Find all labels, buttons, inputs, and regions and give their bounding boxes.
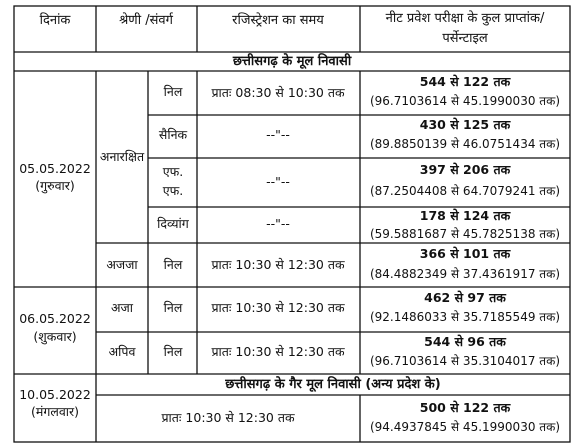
row5-percentile: (84.4882349 से 37.4361917 तक) [369, 267, 561, 281]
row6-time: प्रातः 10:30 से 12:30 तक [211, 300, 345, 315]
row2-time: --"-- [266, 127, 290, 142]
row4-time: --"-- [266, 216, 290, 231]
day3-date: 10.05.2022 [19, 387, 91, 402]
row7-range: 544 से 96 तक [424, 334, 506, 349]
category-obc: अपिव [108, 344, 136, 359]
row5-range: 366 से 101 तक [419, 246, 511, 261]
row1-range: 544 से 122 तक [419, 74, 511, 89]
sub-sainik: सैनिक [158, 127, 188, 142]
row5-time: प्रातः 10:30 से 12:30 तक [211, 257, 345, 272]
row6-range: 462 से 97 तक [424, 290, 506, 305]
sub-ff-1: एफ. [162, 164, 184, 179]
sub-nil-3: निल [163, 300, 183, 315]
day2-weekday: (शुकवार) [33, 329, 77, 344]
row4-percentile: (59.5881687 से 45.7825138 तक) [369, 227, 561, 241]
sub-divyang: दिव्यांग [157, 216, 189, 231]
sub-nil-1: निल [163, 84, 183, 99]
row8-time: प्रातः 10:30 से 12:30 तक [161, 410, 295, 425]
row2-range: 430 से 125 तक [419, 117, 511, 132]
header-marks-line1: नीट प्रवेश परीक्षा के कुल प्राप्तांक/ [385, 11, 545, 26]
section-non-native: छत्तीसगढ़ के गैर मूल निवासी (अन्य प्रदेश के) [225, 377, 441, 392]
sub-ff-2: एफ. [162, 183, 184, 198]
category-unreserved: अनारक्षित [99, 149, 145, 164]
header-date: दिनांक [39, 13, 71, 28]
day1-weekday: (गुरुवार) [35, 178, 75, 193]
header-reg-time: रजिस्ट्रेशन का समय [232, 13, 324, 28]
row1-percentile: (96.7103614 से 45.1990030 तक) [369, 94, 561, 108]
day3-weekday: (मंगलवार) [30, 404, 80, 419]
section-native: छत्तीसगढ़ के मूल निवासी [232, 54, 352, 69]
row8-percentile: (94.4937845 से 45.1990030 तक) [369, 420, 561, 434]
category-sc: अजा [110, 300, 134, 315]
row7-time: प्रातः 10:30 से 12:30 तक [211, 344, 345, 359]
header-category: श्रेणी /संवर्ग [119, 13, 173, 28]
row6-percentile: (92.1486033 से 35.7185549 तक) [369, 310, 561, 324]
day2-date: 06.05.2022 [19, 311, 91, 326]
row2-percentile: (89.8850139 से 46.0751434 तक) [369, 137, 561, 151]
row3-range: 397 से 206 तक [419, 162, 511, 177]
sub-nil-2: निल [163, 257, 183, 272]
row3-percentile: (87.2504408 से 64.7079241 तक) [369, 184, 561, 198]
row4-range: 178 से 124 तक [419, 208, 511, 223]
row8-range: 500 से 122 तक [419, 400, 511, 415]
row1-time: प्रातः 08:30 से 10:30 तक [211, 85, 345, 100]
row3-time: --"-- [266, 174, 290, 189]
row7-percentile: (96.7103614 से 35.3104017 तक) [369, 354, 561, 368]
category-obc-abbr: अजजा [106, 257, 138, 272]
sub-nil-4: निल [163, 344, 183, 359]
day1-date: 05.05.2022 [19, 161, 91, 176]
header-marks-line2: पर्सेन्टाइल [442, 31, 488, 46]
